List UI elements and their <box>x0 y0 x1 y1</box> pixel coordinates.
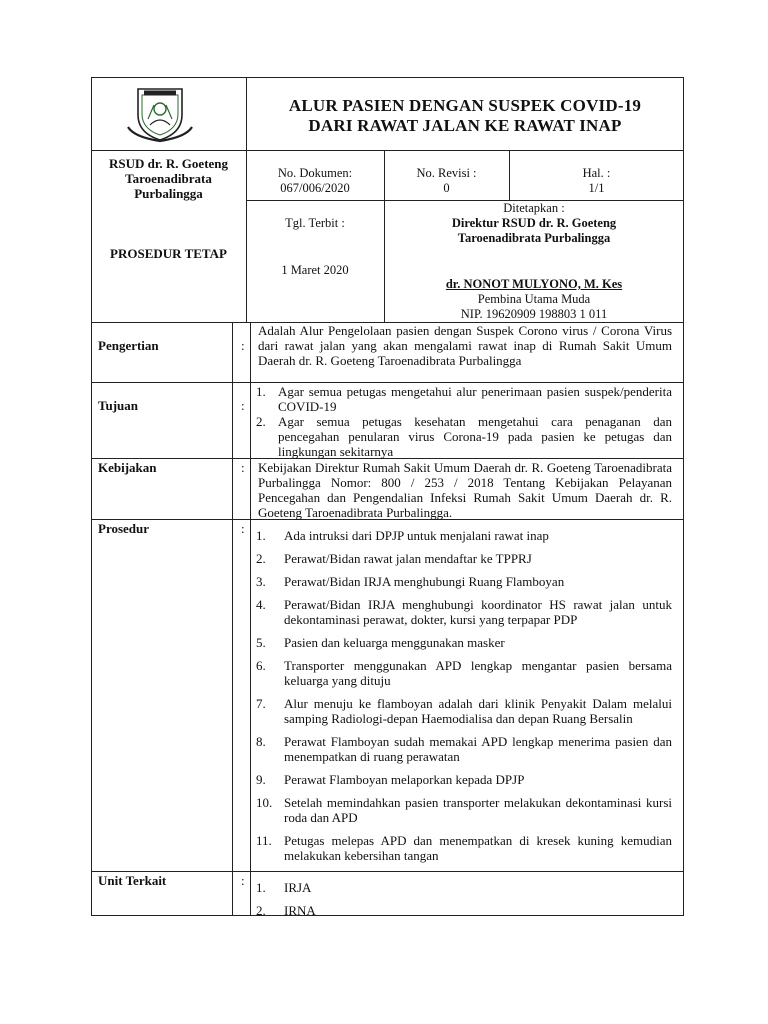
issue-date-value: 1 Maret 2020 <box>281 263 349 277</box>
list-item: 8. Perawat Flamboyan sudah memakai APD lengkap menerima pasien dan menempatkan di ruang perawatan <box>256 734 672 764</box>
institution-name <box>91 156 246 201</box>
revision-label: No. Revisi : <box>416 166 477 180</box>
document-title <box>250 96 680 136</box>
divider <box>232 322 233 916</box>
document-number-label: No. Dokumen: <box>277 166 353 180</box>
list-item: 5. Pasien dan keluarga menggunakan masker <box>256 635 505 650</box>
signer-nip: NIP. 19620909 198803 1 011 <box>460 307 608 321</box>
list-item: 7. Alur menuju ke flamboyan adalah dari klinik Penyakit Dalam melalui samping Radiologi-depan Haemodialisa dan depan Ruang Bersalin <box>256 696 672 726</box>
divider <box>91 150 684 151</box>
list-item: 3. Perawat/Bidan IRJA menghubungi Ruang Flamboyan <box>256 574 565 589</box>
section-label-kebijakan: Kebijakan <box>98 460 157 475</box>
list-item: 2. Agar semua petugas kesehatan mengetahui cara penaganan dan pencegahan penularan virus Corona-19 pada pasien ke petugas dan lingkungan sekitarnya <box>256 414 672 459</box>
colon: : <box>241 460 245 475</box>
list-item: 1. Ada intruksi dari DPJP untuk menjalani rawat inap <box>256 528 549 543</box>
list-item: 10. Setelah memindahkan pasien transporter melakukan dekontaminasi kursi roda dan APD <box>256 795 672 825</box>
regency-emblem-icon <box>124 85 196 143</box>
section-label-unit-terkait: Unit Terkait <box>98 873 167 888</box>
institution-line: RSUD dr. R. Goeteng <box>108 156 229 171</box>
list-item: 6. Transporter menggunakan APD lengkap mengantar pasien bersama keluarga yang dituju <box>256 658 672 688</box>
tujuan-list <box>256 384 672 459</box>
list-item: 1. Agar semua petugas mengetahui alur penerimaan pasien suspek/penderita COVID-19 <box>256 384 672 414</box>
kebijakan-text: Kebijakan Direktur Rumah Sakit Umum Daerah dr. R. Goeteng Taroenadibrata Purbalingga Nomor: 800 / 253 / 2018 Tentang Kebijakan Pelayanan Pencegahan dan Pengendalian Infeksi Rumah Sakit Umum Daerah dr. R. Goeteng Taroenadibrata Purbalingga. <box>258 460 672 520</box>
divider <box>91 871 684 872</box>
colon: : <box>241 873 245 888</box>
approval-label: Ditetapkan : <box>503 201 565 215</box>
institution-line: Taroenadibrata <box>125 171 212 186</box>
signer-rank: Pembina Utama Muda <box>477 292 591 306</box>
list-item: 1. IRJA <box>256 880 312 895</box>
document-number-value: 067/006/2020 <box>280 181 350 195</box>
pengertian-text: Adalah Alur Pengelolaan pasien dengan Suspek Corono virus / Corona Virus dari rawat jalan yang akan mengalami rawat inap di Rumah Sakit Umum Daerah dr. R. Goeteng Taroenadibrata Purbalingga <box>258 323 672 368</box>
divider <box>246 77 247 322</box>
page-label: Hal. : <box>582 166 611 180</box>
prosedur-list <box>256 528 672 863</box>
signer-name: dr. NONOT MULYONO, M. Kes <box>445 277 623 291</box>
page-value: 1/1 <box>588 181 605 195</box>
document-number <box>246 166 384 196</box>
list-item: 9. Perawat Flamboyan melaporkan kepada DPJP <box>256 772 525 787</box>
unit-list <box>256 880 672 918</box>
divider <box>250 322 251 916</box>
section-label-pengertian: Pengertian <box>98 338 159 353</box>
list-item: 2. IRNA <box>256 903 316 918</box>
approval-block <box>384 201 684 246</box>
signer-block <box>384 277 684 322</box>
colon: : <box>241 338 245 353</box>
title-line: ALUR PASIEN DENGAN SUSPEK COVID-19 <box>288 96 642 115</box>
list-item: 2. Perawat/Bidan rawat jalan mendaftar ke TPPRJ <box>256 551 532 566</box>
colon: : <box>241 398 245 413</box>
institution-line: Purbalingga <box>134 186 203 201</box>
colon: : <box>241 521 245 536</box>
issue-date-label: Tgl. Terbit : <box>285 216 345 230</box>
list-item: 11. Petugas melepas APD dan menempatkan di kresek kuning kemudian melakukan kebersihan tangan <box>256 833 672 863</box>
hospital-logo <box>124 85 196 143</box>
list-item: 4. Perawat/Bidan IRJA menghubungi koordinator HS rawat jalan untuk dekontaminasi perawat, dokter, kursi yang terpapar PDP <box>256 597 672 627</box>
director-title: Direktur RSUD dr. R. Goeteng <box>451 216 617 230</box>
procedure-type-label: PROSEDUR TETAP <box>110 246 227 261</box>
page-number <box>509 166 684 196</box>
title-line: DARI RAWAT JALAN KE RAWAT INAP <box>308 116 622 135</box>
section-label-prosedur: Prosedur <box>98 521 150 536</box>
revision-number <box>384 166 509 196</box>
divider <box>91 382 684 383</box>
section-label-tujuan: Tujuan <box>98 398 138 413</box>
revision-value: 0 <box>443 181 450 195</box>
director-title: Taroenadibrata Purbalingga <box>457 231 611 245</box>
